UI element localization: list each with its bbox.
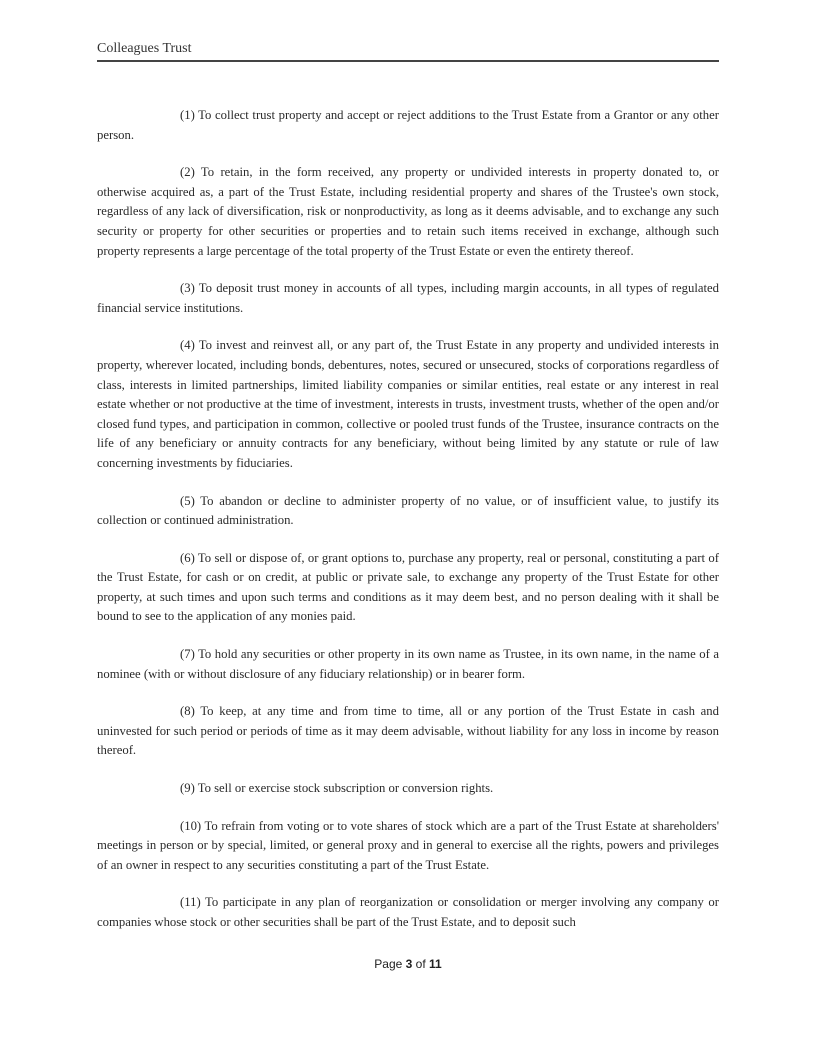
paragraph-3: (3) To deposit trust money in accounts of all types, including margin accounts, in all types of regulated financial service institutions. <box>97 281 719 315</box>
paragraph-2: (2) To retain, in the form received, any property or undivided interests in property donated to, or otherwise acquired as, a part of the Trust Estate, including residential property and shares of the Trustee's own stock, regardless of any lack of diversification, risk or nonproductivity, as long as it deems advisable, and to exchange any such security or property for other securities or properties and to retain such items received in exchange, although such property represents a large percentage of the total property of the Trust Estate or even the entirety thereof. <box>97 165 719 258</box>
paragraph-1: (1) To collect trust property and accept or reject additions to the Trust Estate from a Grantor or any other person. <box>97 108 719 142</box>
paragraph-10: (10) To refrain from voting or to vote shares of stock which are a part of the Trust Estate at shareholders' meetings in person or by special, limited, or general proxy and in general to exercise all the rights, powers and privileges of an owner in respect to any securities constituting a part of the Trust Estate. <box>97 818 719 872</box>
page-current: 3 <box>405 957 413 971</box>
header-title: Colleagues Trust <box>97 41 192 56</box>
paragraph-7: (7) To hold any securities or other property in its own name as Trustee, in its own name, in the name of a nominee (with or without disclosure of any fiduciary relationship) or in bearer form. <box>97 647 719 681</box>
paragraph-8: (8) To keep, at any time and from time to time, all or any portion of the Trust Estate in cash and uninvested for such period or periods of time as it may deem advisable, without liability for any loss in income by reason thereof. <box>97 704 719 758</box>
page-header <box>97 40 719 62</box>
paragraph-11: (11) To participate in any plan of reorganization or consolidation or merger involving any company or companies whose stock or other securities shall be part of the Trust Estate, and to deposit such <box>97 895 719 929</box>
paragraph-6: (6) To sell or dispose of, or grant options to, purchase any property, real or personal, constituting a part of the Trust Estate, for cash or on credit, at public or private sale, to exchange any property of the Trust Estate for other property, at such times and upon such terms and conditions as it may deem best, and no person dealing with it shall be bound to see to the application of any monies paid. <box>97 550 719 624</box>
paragraph-9: (9) To sell or exercise stock subscription or conversion rights. <box>180 781 494 796</box>
paragraph-4: (4) To invest and reinvest all, or any part of, the Trust Estate in any property and undivided interests in property, wherever located, including bonds, debentures, notes, secured or unsecured, stocks of corporations regardless of class, interests in limited partnerships, limited liability companies or similar entities, real estate or any interest in real estate whether or not productive at the time of investment, interests in trusts, investment trusts, whether of the open and/or closed fund types, and participation in common, collective or pooled trust funds of the Trustee, insurance contracts on the life of any beneficiary or annuity contracts for any beneficiary, without being limited by any statute or rule of law concerning investments by fiduciaries. <box>97 338 719 470</box>
paragraph-5: (5) To abandon or decline to administer property of no value, or of insufficient value, to justify its collection or continued administration. <box>97 493 719 528</box>
page-of: of <box>415 957 426 971</box>
page-total: 11 <box>429 957 442 971</box>
page-footer <box>0 957 816 971</box>
header-divider <box>97 60 719 62</box>
document-body <box>97 106 719 951</box>
page-label: Page <box>374 957 403 971</box>
